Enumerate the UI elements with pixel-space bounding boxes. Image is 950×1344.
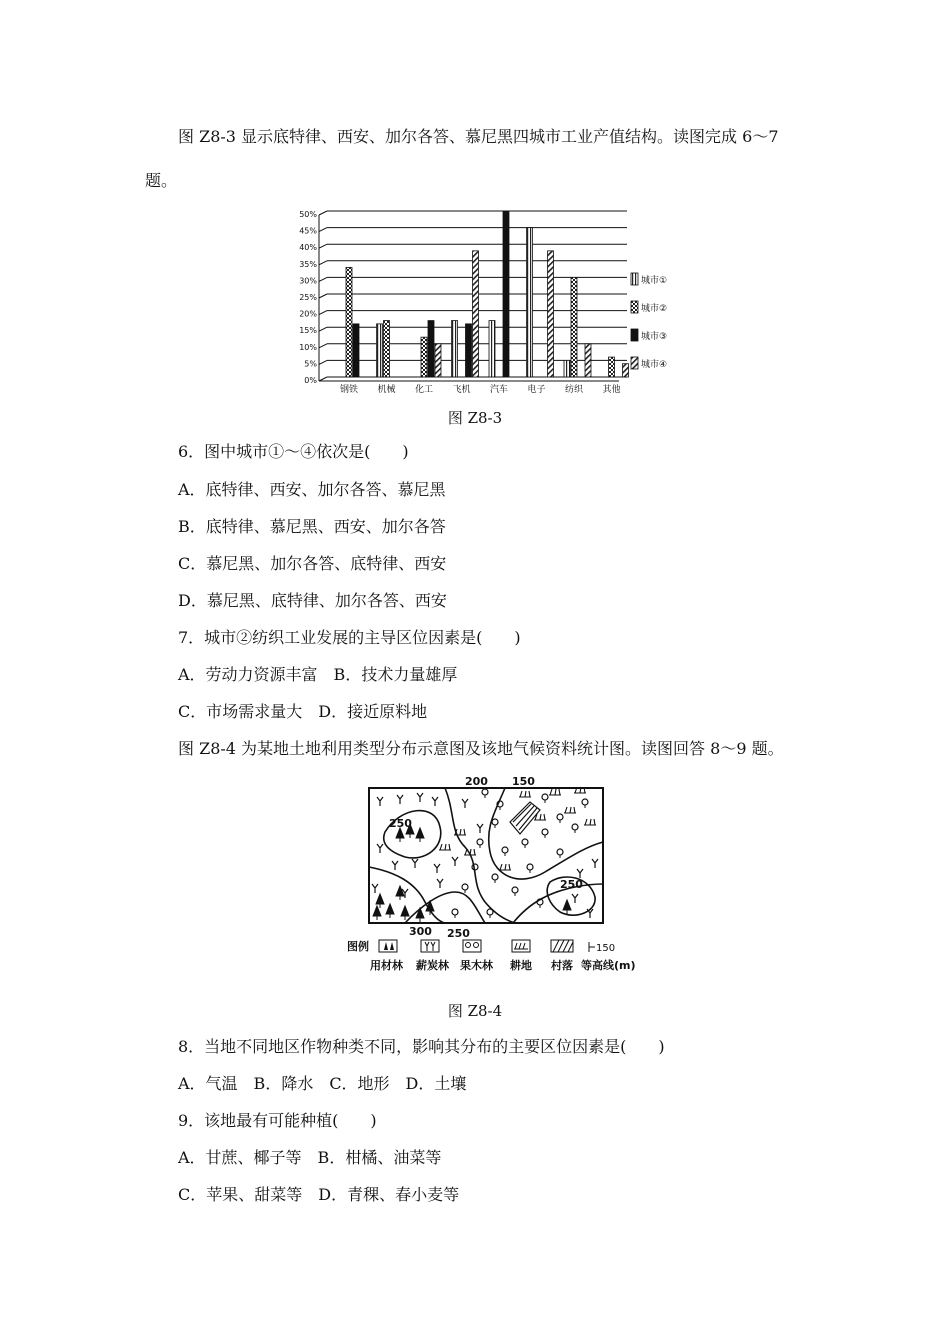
grid-line-diag <box>319 327 327 331</box>
y-tick-label: 20% <box>299 309 317 319</box>
grid-line-diag <box>319 244 327 248</box>
bar <box>489 321 495 377</box>
bar <box>473 251 479 377</box>
intro-2: 图 Z8-4 为某地土地利用类型分布示意图及该地气候资料统计图。读图回答 8～9 题。 <box>178 739 784 758</box>
bar <box>564 360 570 377</box>
legend-label: 城市③ <box>641 332 668 342</box>
y-tick-label: 40% <box>299 243 317 253</box>
y-tick-label: 45% <box>299 226 317 236</box>
y-tick-label: 5% <box>304 359 317 369</box>
intro-line-2: 题。 <box>145 171 178 190</box>
x-tick-label: 其他 <box>602 385 621 395</box>
bar <box>377 324 383 377</box>
bar <box>609 357 615 377</box>
x-tick-label: 化工 <box>414 385 434 395</box>
x-tick-label: 钢铁 <box>339 385 359 395</box>
contour-label: 300 <box>409 925 432 938</box>
land-use-map <box>345 772 645 977</box>
question-7-stem: 7．城市②纺织工业发展的主导区位因素是( ) <box>178 628 521 647</box>
grid-line-diag <box>319 377 327 381</box>
legend-label: 城市④ <box>641 360 668 370</box>
legend-timber-icon <box>379 940 397 952</box>
legend-firewood-icon <box>421 940 439 952</box>
legend-label-timber: 用材林 <box>370 959 403 972</box>
chart-legend <box>631 273 667 370</box>
legend-swatch <box>631 357 638 369</box>
legend-swatch <box>631 329 638 341</box>
bar <box>623 364 629 377</box>
y-tick-label: 10% <box>299 342 317 352</box>
grid-line-diag <box>319 261 327 265</box>
legend-label-orchard: 果木林 <box>460 959 493 972</box>
legend-label: 城市① <box>641 276 668 286</box>
contour-label: 250 <box>560 878 583 891</box>
legend-swatch <box>631 301 638 313</box>
y-tick-labels <box>299 210 317 385</box>
map-legend <box>347 939 636 972</box>
question-7-options-ab: A．劳动力资源丰富 B．技术力量雄厚 <box>178 665 458 684</box>
x-tick-label: 汽车 <box>489 385 509 395</box>
bar <box>585 344 591 377</box>
question-6-option-c: C．慕尼黑、加尔各答、底特律、西安 <box>178 554 447 573</box>
bar-chart <box>299 203 675 395</box>
y-tick-label: 15% <box>299 326 317 336</box>
y-tick-label: 35% <box>299 259 317 269</box>
legend-label-village: 村落 <box>551 959 573 972</box>
bar <box>527 228 533 377</box>
legend-farmland-icon <box>512 940 530 952</box>
legend-swatch <box>631 273 638 285</box>
intro-line-1: 图 Z8-3 显示底特律、西安、加尔各答、慕尼黑四城市工业产值结构。读图完成 6～7 <box>178 127 779 146</box>
bar <box>346 267 352 377</box>
figure-caption-2: 图 Z8-4 <box>447 1002 503 1020</box>
legend-label: 城市② <box>641 304 668 314</box>
question-9-options-ab: A．甘蔗、椰子等 B．柑橘、油菜等 <box>178 1148 442 1167</box>
contour-label: 200 <box>465 775 488 788</box>
question-8-options: A．气温 B．降水 C．地形 D．土壤 <box>178 1074 467 1093</box>
grid-line-diag <box>319 228 327 232</box>
y-tick-label: 0% <box>304 376 317 385</box>
grid-line-diag <box>319 211 327 215</box>
legend-label-contour: 等高线(m) <box>581 959 636 972</box>
grid-line-diag <box>319 360 327 364</box>
bar <box>421 337 427 377</box>
bar <box>384 321 390 377</box>
contour-label: 250 <box>447 927 470 940</box>
question-8-stem: 8．当地不同地区作物种类不同，影响其分布的主要区位因素是( ) <box>178 1037 665 1056</box>
grid-line-diag <box>319 344 327 348</box>
bar <box>452 321 458 377</box>
legend-village-icon <box>551 940 573 952</box>
question-9-stem: 9．该地最有可能种植( ) <box>178 1111 377 1130</box>
question-7-options-cd: C．市场需求量大 D．接近原料地 <box>178 702 428 721</box>
bar <box>571 277 577 377</box>
x-tick-label: 飞机 <box>452 385 471 395</box>
x-tick-label: 电子 <box>527 385 546 395</box>
legend-contour-icon <box>589 942 615 954</box>
question-6-option-a: A．底特律、西安、加尔各答、慕尼黑 <box>178 480 446 499</box>
bar <box>503 211 509 377</box>
question-6-option-d: D．慕尼黑、底特律、加尔各答、西安 <box>178 591 447 610</box>
legend-label-farmland: 耕地 <box>510 959 532 972</box>
bar <box>466 324 472 377</box>
grid-line-diag <box>319 311 327 315</box>
contour-label: 150 <box>512 775 535 788</box>
question-6-option-b: B．底特律、慕尼黑、西安、加尔各答 <box>178 517 446 536</box>
figure-caption-1: 图 Z8-3 <box>447 409 503 427</box>
bar <box>428 321 434 377</box>
legend-label-firewood: 薪炭林 <box>416 959 449 972</box>
legend-title: 图例 <box>347 940 369 953</box>
question-6-stem: 6．图中城市①～④依次是( ) <box>178 442 409 461</box>
grid-line-diag <box>319 277 327 281</box>
bar <box>548 251 554 377</box>
y-tick-label: 30% <box>299 276 317 286</box>
contour-label: 250 <box>389 817 412 830</box>
bar <box>353 324 359 377</box>
x-tick-labels <box>340 383 621 395</box>
x-tick-label: 纺织 <box>564 385 584 395</box>
y-tick-label: 25% <box>299 293 317 302</box>
x-tick-label: 机械 <box>377 385 396 395</box>
question-9-options-cd: C．苹果、甜菜等 D．青稞、春小麦等 <box>178 1185 460 1204</box>
legend-orchard-icon <box>463 940 481 952</box>
y-tick-label: 50% <box>299 210 317 219</box>
bar <box>435 344 441 377</box>
svg-text:150: 150 <box>596 943 616 954</box>
grid-line-diag <box>319 294 327 298</box>
